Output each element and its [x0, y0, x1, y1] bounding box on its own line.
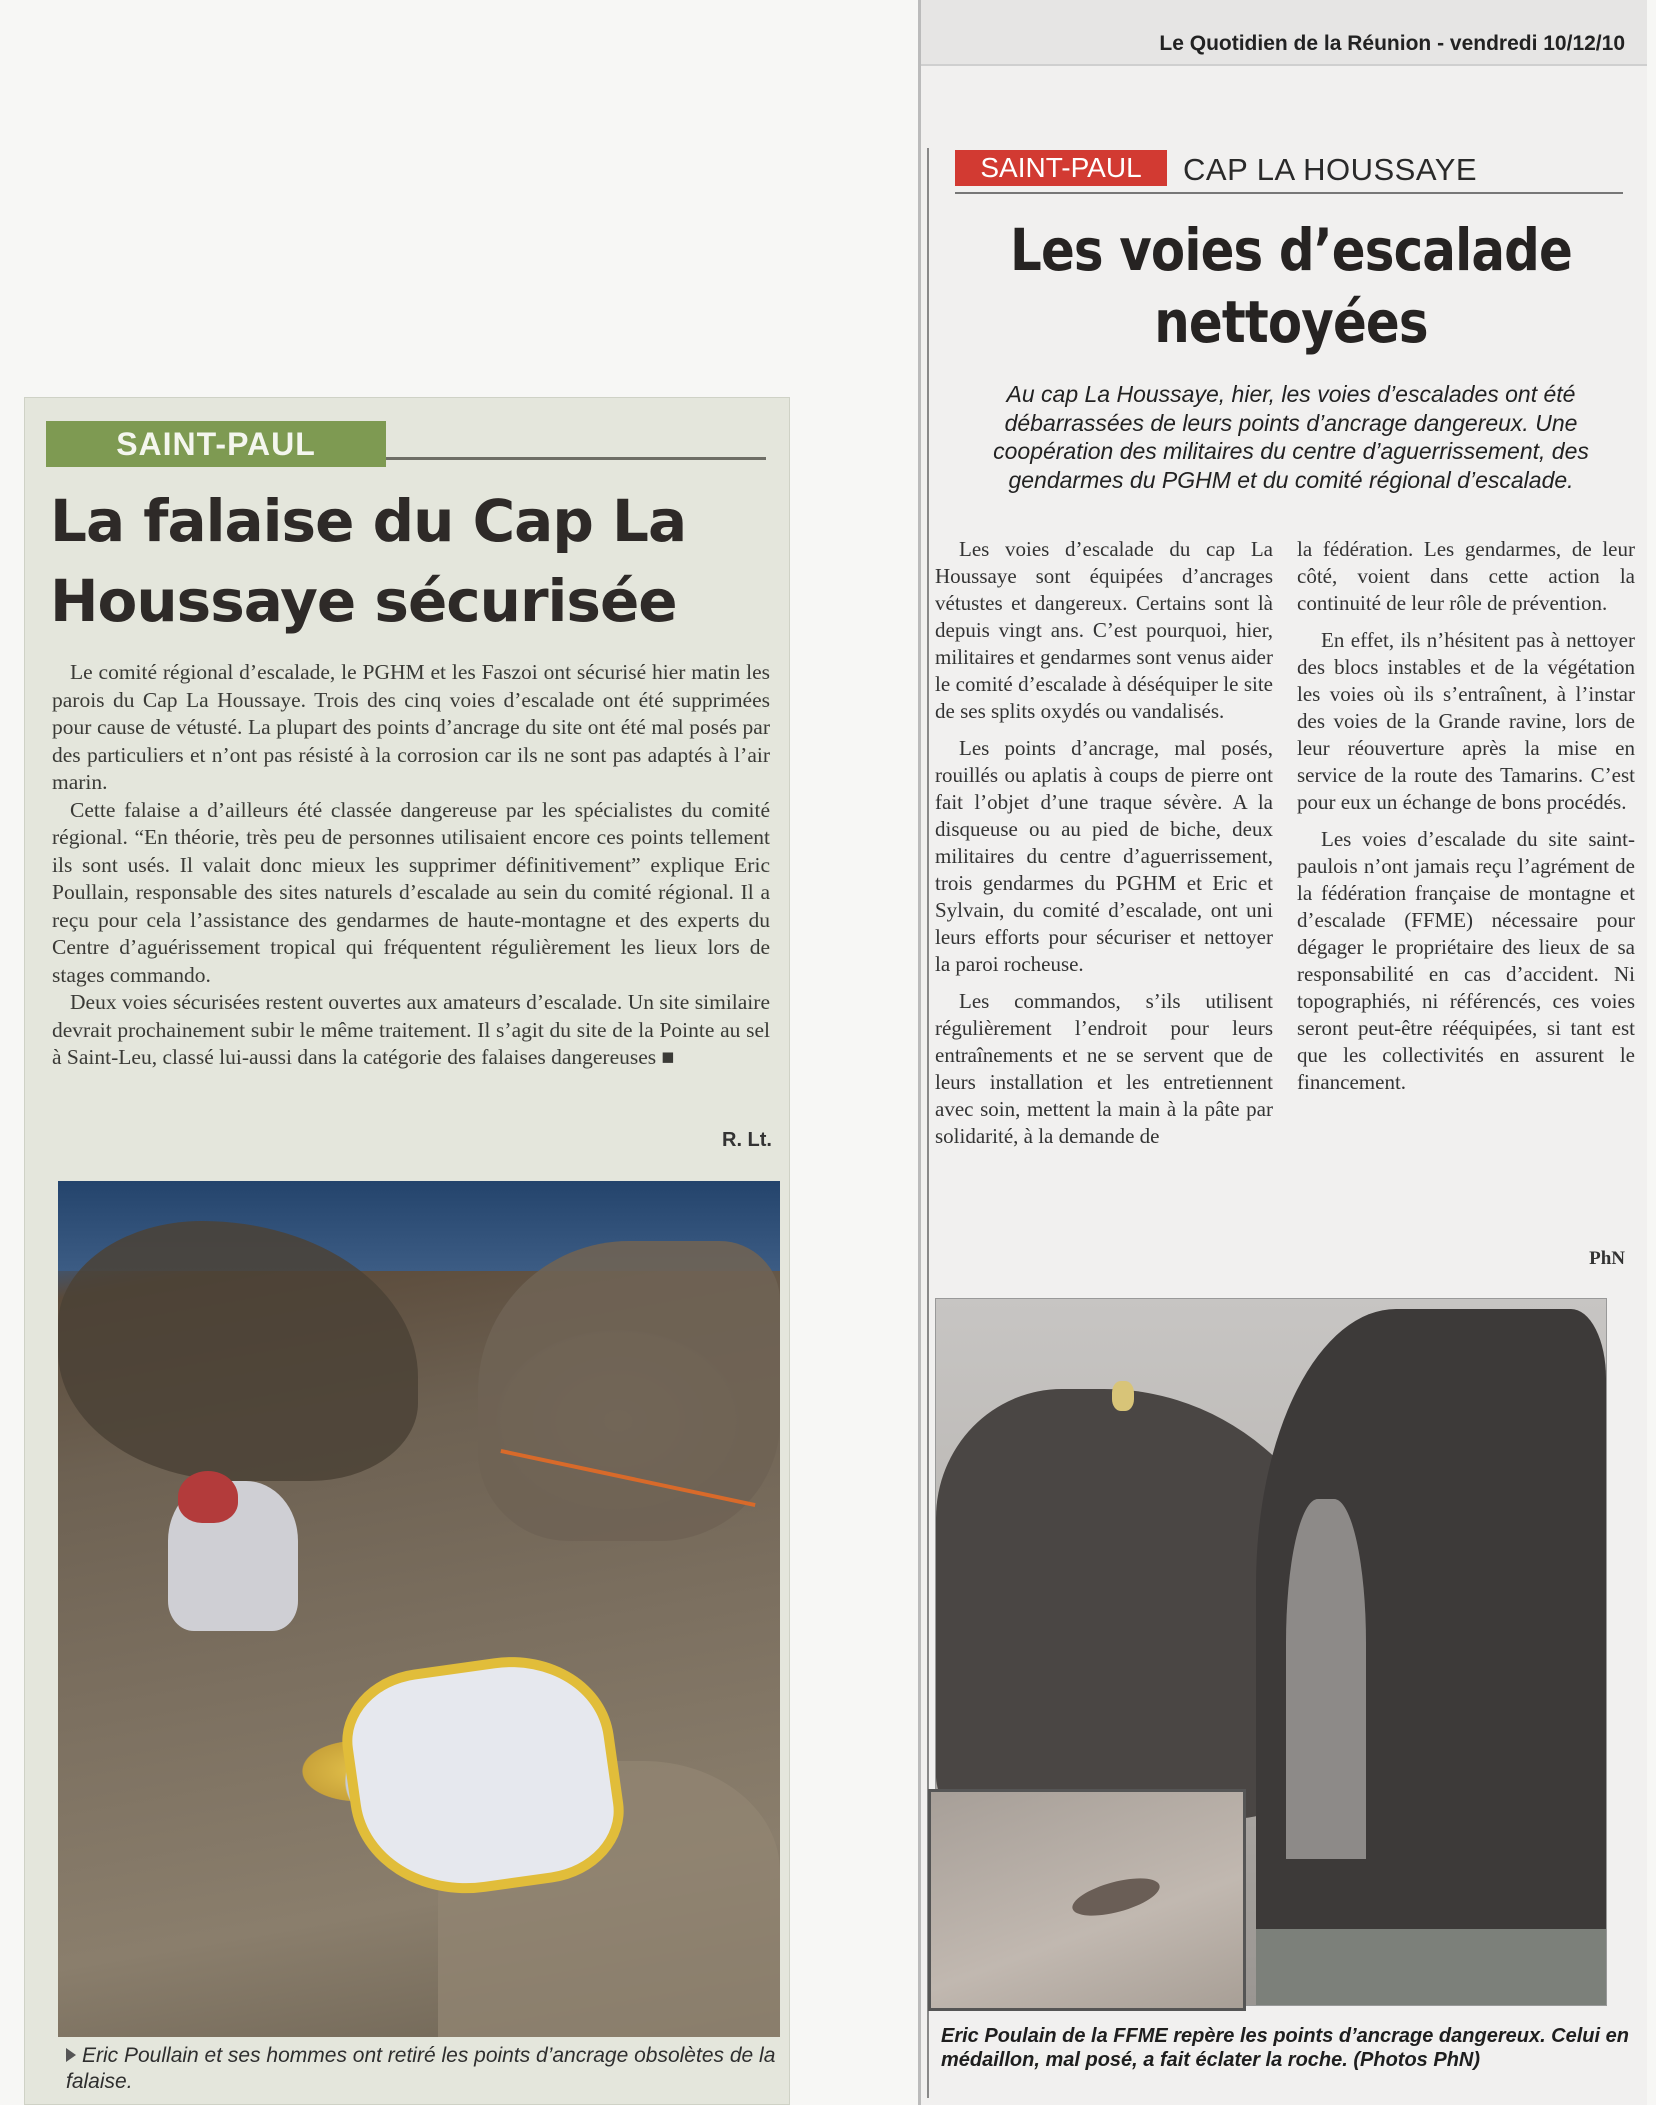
right-standfirst: Au cap La Houssaye, hier, les voies d’escalades ont été débarrassées de leurs points d’ancrage dangereux. Une coopération des militaires du centre d’aguerrissement, des gendarmes du PGHM et du comité régional d’escalade.: [993, 381, 1589, 493]
left-headline: La falaise du Cap La Houssaye sécurisée: [50, 487, 687, 635]
inset-medallion-photo: [928, 1789, 1246, 2011]
right-article-columns: [935, 536, 1635, 1160]
left-paragraph: Cette falaise a d’ailleurs été classée dangereuse par les spécialistes du comité régional. “En théorie, très peu de personnes utilisaient encore ces points tellement ils sont usés. Il valait donc mieux les supprimer définitivement” explique Eric Poullain, responsable des sites naturels d’escalade au sein du comité régional. Il a reçu pour cela l’assistance des gendarmes de haute-montagne et des experts du Centre d’aguérissement tropical qui fréquentent régulièrement les lieux lors de stages commando.: [52, 797, 770, 987]
left-caption-text: Eric Poullain et ses hommes ont retiré les points d’ancrage obsolètes de la falaise.: [66, 2044, 776, 2093]
right-subkicker: CAP LA HOUSSAYE: [1183, 152, 1478, 187]
right-cliff-photo: [935, 1298, 1607, 2006]
right-byline: PhN: [1589, 1248, 1625, 1269]
cave-shape: [1286, 1499, 1366, 1859]
left-article-clipping: [24, 397, 790, 2105]
left-section-kicker: SAINT-PAUL: [46, 421, 386, 467]
right-article-clipping: [918, 0, 1647, 2105]
caption-arrow-icon: [66, 2048, 76, 2062]
right-column-2: [1297, 536, 1635, 1160]
water-area: [1256, 1929, 1606, 2005]
anchor-hand: [1069, 1871, 1164, 1923]
newspaper-masthead: [921, 0, 1647, 66]
right-section-kicker: SAINT-PAUL: [955, 150, 1167, 186]
left-photo-caption: [66, 2043, 786, 2095]
helmet-icon: [178, 1471, 238, 1523]
rock-shape: [478, 1241, 780, 1541]
right-paragraph: la fédération. Les gendarmes, de leur côté, voient dans cette action la continuité de leur rôle de prévention.: [1297, 537, 1635, 615]
right-paragraph: Les voies d’escalade du cap La Houssaye sont équipées d’ancrages vétustes et dangereux. Certains sont là depuis vingt ans. C’est pourquoi, hier, militaires et gendarmes sont venus aider le comité d’escalade à déséquiper le site de ses splits oxydés ou vandalisés.: [935, 537, 1273, 723]
right-headline: Les voies d’escalade nettoyées: [1010, 216, 1572, 356]
right-paragraph: En effet, ils n’hésitent pas à nettoyer des blocs instables et de la végétation les voies où ils s’entraînent, à l’instar des voies de la Grande ravine, lors de leur réouverture après la mise en service de la route des Tamarins. C’est pour eux un échange de bons procédés.: [1297, 628, 1635, 814]
left-paragraph: Le comité régional d’escalade, le PGHM et les Faszoi ont sécurisé hier matin les parois du Cap La Houssaye. Trois des cinq voies d’escalade ont été supprimées pour cause de vétusté. La plupart des points d’ancrage du site ont été mal posés par des particuliers et n’ont pas résisté à la corrosion car ils ne sont pas adaptés à l’air marin.: [52, 660, 770, 794]
right-kicker-rule: [955, 192, 1623, 194]
right-paragraph: Les points d’ancrage, mal posés, rouillés ou aplatis à coups de pierre ont fait l’objet d’une traque sévère. A la disqueuse ou au pied de biche, deux militaires du centre d’aguerrissement, trois gendarmes du PGHM et Eric et Sylvain, du comité d’escalade, ont uni leurs efforts pour sécuriser et nettoyer la paroi rocheuse.: [935, 736, 1273, 976]
right-paragraph: Les commandos, s’ils utilisent régulièrement l’endroit pour leurs entraînements et ne se servent que de leurs installation et les entretiennent avec soin, mettent la main à la pâte par solidarité, à la demande de: [935, 989, 1273, 1148]
masthead-text: Le Quotidien de la Réunion - vendredi 10/12/10: [1159, 32, 1625, 55]
climber-figure: [1112, 1381, 1134, 1411]
right-paragraph: Les voies d’escalade du site saint-paulois n’ont jamais reçu l’agrément de la fédération française de montagne et d’escalade (FFME) nécessaire pour dégager le propriétaire des lieux de sa responsabilité en cas d’accident. Ni topographiés, ni référencés, ces voies seront peut-être rééquipées, si tant est que les collectivités en assurent le financement.: [1297, 827, 1635, 1094]
left-byline: R. Lt.: [722, 1129, 772, 1151]
right-column-1: [935, 536, 1273, 1160]
left-kicker-rule: [386, 457, 766, 460]
left-article-body: [52, 659, 770, 1072]
gear-bag: [333, 1643, 632, 1908]
right-photo-caption: Eric Poulain de la FFME repère les points d’ancrage dangereux. Celui en médaillon, mal posé, a fait éclater la roche. (Photos PhN): [941, 2025, 1629, 2071]
left-climbing-photo: [58, 1181, 780, 2037]
left-paragraph: Deux voies sécurisées restent ouvertes aux amateurs d’escalade. Un site similaire devrait prochainement subir le même traitement. Il s’agit du site de la Pointe au sel à Saint-Leu, classé lui-aussi dans la catégorie des falaises dangereuses ■: [52, 990, 770, 1069]
